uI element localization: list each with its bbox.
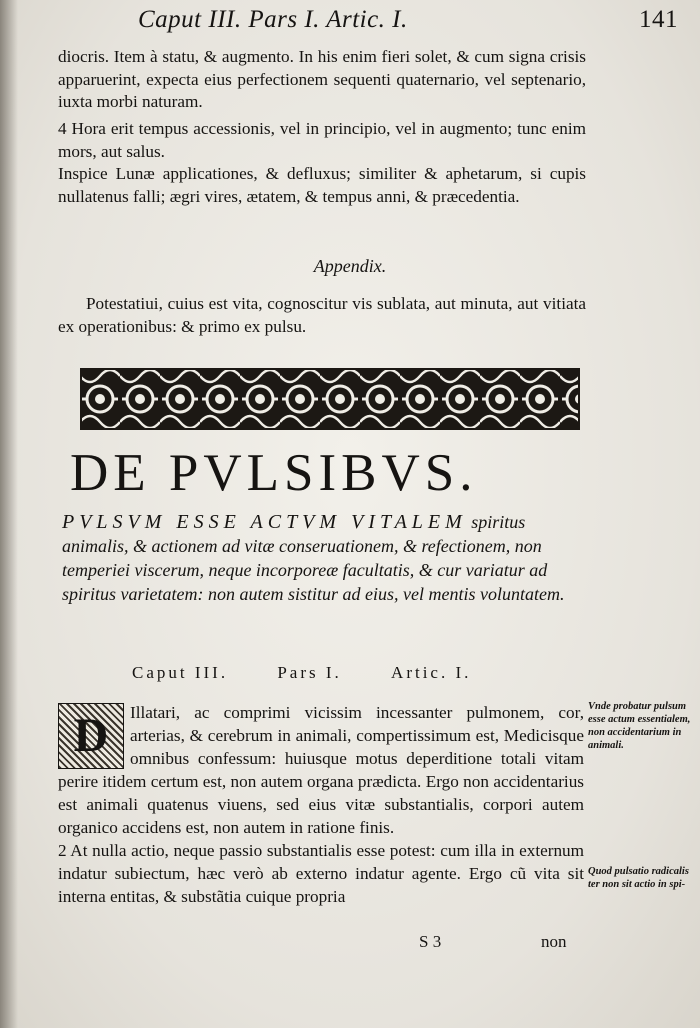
catchword: non [541,932,567,951]
chapter-heading [132,663,572,683]
chapter-artic: Artic. I. [391,663,472,682]
subtitle-caps: PVLSVM ESSE ACTVM VITALEM [62,511,467,533]
subtitle-rest: spiritus animalis, & actionem ad vitæ conseruationem, & refectionem, non temperiei viscerum, neque incorporeæ facultatis, & cur variatur ad spiritus varietatem: non autem sistitur ad eius, vel mentis voluntatem. [62,512,565,604]
running-head-title: Caput III. Pars I. Artic. I. [138,6,408,33]
signature-mark: S 3 [419,932,442,951]
body-paragraph-1: Illatari, ac comprimi vicissim incessanter pulmonem, cor, arterias, & cerebrum in animali, compertissimum est, Medicisque omnibus confessum: huiusque motus deperditione totali vitam perire itidem certum est, non autem organa prædicta. Ergo non accidentarius est animali quatenus viuens, sed eius vitæ substantialis, corpori autem organico accidens est, non autem in ratione finis. [58,703,584,837]
paragraph-top-1 [58,46,586,114]
paragraph-text: 4 Hora erit tempus accessionis, vel in principio, vel in augmento; tunc enim mors, aut salus. [58,119,586,161]
appendix-text: Potestatiui, cuius est vita, cognoscitur vis sublata, aut minuta, aut vitiata ex operationibus: & primo ex pulsu. [58,294,586,336]
running-head [138,6,678,40]
paragraph-text: Inspice Lunæ applicationes, & defluxus; similiter & aphetarum, si cupis nullatenus falli; ægri vires, ætatem, & tempus anni, & præcedentia. [58,164,586,206]
paragraph-top-3 [58,163,586,208]
page-gutter-shadow [0,0,18,1028]
appendix-paragraph [58,293,586,338]
main-body [58,701,584,908]
page-number: 141 [639,6,678,33]
decorated-initial: D [58,703,124,769]
chapter-pars: Pars I. [277,663,342,682]
paragraph-top-2 [58,118,586,163]
body-paragraph-2: 2 At nulla actio, neque passio substantialis esse potest: cum illa in externum indatur subiectum, hæc verò ab externo indatur agente. Ergo cũ vita sit interna entitas, & substãtia cuique propria [58,841,584,906]
section-subtitle [62,510,592,606]
margin-note-1: Vnde probatur pulsum esse actum essentialem, non accidentarium in animali. [588,701,691,751]
section-title: DE PVLSIBVS. [70,444,478,502]
decorative-ornament-band [80,368,580,430]
margin-note-2: Quod pulsatio radicalis ter non sit actio in spi- [588,866,689,890]
paragraph-text: diocris. Item à statu, & augmento. In his enim fieri solet, & cum signa crisis apparuerint, expecta eius perfectionem sequenti quaternario, vel septenario, iuxta morbi naturam. [58,47,586,112]
chapter-caput: Caput III. [132,663,229,682]
appendix-title: Appendix. [313,256,387,276]
